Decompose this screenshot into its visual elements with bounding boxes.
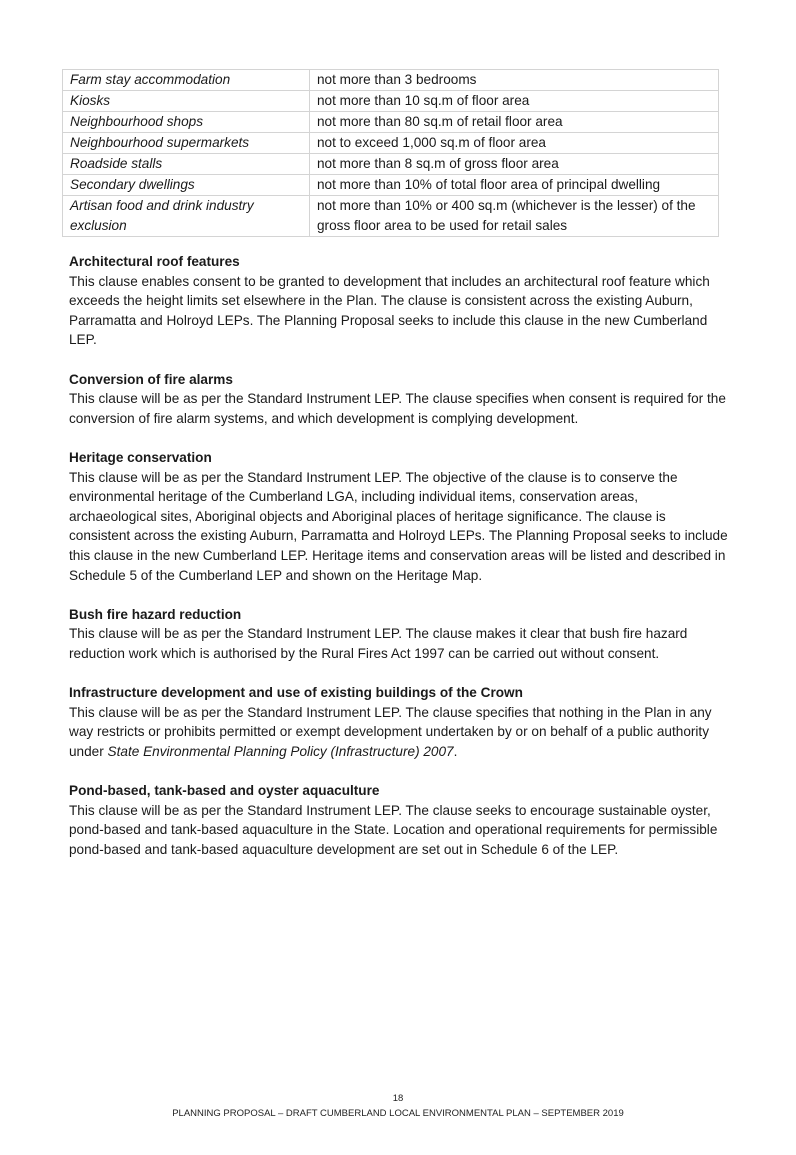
standard-cell: not more than 8 sq.m of gross floor area [310, 154, 719, 175]
table-row [63, 133, 719, 154]
standard-cell: not more than 80 sq.m of retail floor area [310, 112, 719, 133]
section-body [69, 703, 729, 762]
section-body-text-end: . [453, 743, 458, 759]
running-title: PLANNING PROPOSAL – DRAFT CUMBERLAND LOCAL ENVIRONMENTAL PLAN – SEPTEMBER 2019 [172, 1108, 624, 1119]
section-body: This clause will be as per the Standard Instrument LEP. The objective of the clause is to conserve the environmental heritage of the Cumberland LGA, including individual items, conservation areas, archaeological sites, Aboriginal objects and Aboriginal places of heritage significance. The clause is consistent across the existing Auburn, Parramatta and Holroyd LEPs. The Planning Proposal seeks to include this clause in the new Cumberland LEP. Heritage items and conservation areas will be listed and described in Schedule 5 of the Cumberland LEP and shown on the Heritage Map. [69, 469, 728, 583]
use-cell: Artisan food and drink industry exclusion [63, 196, 310, 237]
use-cell: Kiosks [63, 91, 310, 112]
section-heading: Architectural roof features [69, 254, 240, 269]
section-conversion-of-fire-alarms [69, 370, 729, 429]
standard-cell: not more than 10% or 400 sq.m (whichever is the lesser) of the gross floor area to be used for retail sales [310, 196, 719, 237]
use-cell: Neighbourhood shops [63, 112, 310, 133]
section-body: This clause will be as per the Standard Instrument LEP. The clause specifies when consent is required for the conversion of fire alarm systems, and which development is complying development. [69, 391, 726, 426]
standard-cell: not more than 10% of total floor area of principal dwelling [310, 175, 719, 196]
section-heading: Pond-based, tank-based and oyster aquaculture [69, 783, 380, 799]
use-cell: Neighbourhood supermarkets [63, 133, 310, 154]
standard-cell: not more than 3 bedrooms [310, 70, 719, 91]
section-heading: Bush fire hazard reduction [69, 606, 242, 622]
section-infrastructure-development [69, 683, 729, 761]
section-bush-fire-hazard-reduction [69, 605, 729, 664]
table-row [63, 196, 719, 237]
table-row [63, 70, 719, 91]
standard-cell: not to exceed 1,000 sq.m of floor area [310, 133, 719, 154]
standard-cell: not more than 10 sq.m of floor area [310, 91, 719, 112]
section-architectural-roof-features [69, 252, 729, 350]
clause-sections [69, 252, 729, 879]
section-heading: Conversion of fire alarms [69, 371, 233, 387]
section-aquaculture [69, 781, 729, 859]
section-body: This clause enables consent to be granted to development that includes an architectural roof feature which exceeds the height limits set elsewhere in the Plan. The clause is consistent across the existing Auburn, Parramatta and Holroyd LEPs. The Planning Proposal seeks to include this clause in the new Cumberland LEP. [69, 273, 710, 348]
section-body: This clause will be as per the Standard Instrument LEP. The clause seeks to encourage sustainable oyster, pond-based and tank-based aquaculture in the State. Location and operational requirements for permissible pond-based and tank-based aquaculture development are set out in Schedule 6 of the LEP. [69, 802, 718, 857]
development-standards-table [62, 69, 719, 237]
table-row [63, 154, 719, 175]
page-number: 18 [392, 1093, 404, 1104]
page-footer [0, 1091, 796, 1121]
table-row [63, 91, 719, 112]
section-heritage-conservation [69, 448, 729, 585]
table-row [63, 175, 719, 196]
section-body-text: This clause will be as per the Standard Instrument LEP. The clause specifies that nothing in the Plan in any way restricts or prohibits permitted or exempt development undertaken by or on behalf of a public authority under [69, 704, 712, 759]
section-body: This clause will be as per the Standard Instrument LEP. The clause makes it clear that bush fire hazard reduction work which is authorised by the Rural Fires Act 1997 can be carried out without consent. [69, 626, 688, 661]
section-body-policy-title: State Environmental Planning Policy (Infrastructure) 2007 [107, 743, 454, 759]
section-heading: Infrastructure development and use of existing buildings of the Crown [69, 685, 523, 701]
use-cell: Roadside stalls [63, 154, 310, 175]
table-row [63, 112, 719, 133]
section-heading: Heritage conservation [69, 449, 212, 465]
use-cell: Secondary dwellings [63, 175, 310, 196]
use-cell: Farm stay accommodation [63, 70, 310, 91]
